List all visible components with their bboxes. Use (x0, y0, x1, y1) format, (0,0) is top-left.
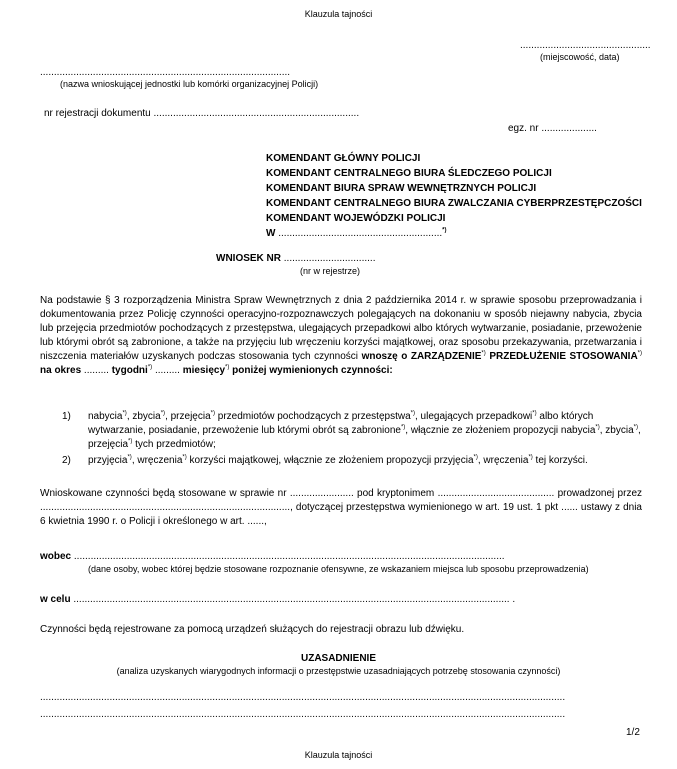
page-number: 1/2 (626, 727, 640, 738)
wobec-label: wobec (40, 551, 72, 562)
justification-line: ............................................................................................................................................................................................. (40, 692, 566, 703)
wcelu-field (40, 593, 515, 606)
list-item (40, 454, 642, 468)
addressee-w-line (266, 226, 642, 241)
list-text: nabycia*), zbycia*), przejęcia*) przedmiotów pochodzących z przestępstwa*), ulegających przepadkowi*) albo których wytwarzanie, posiadanie, przewożenie lub którymi obrót są zabronione*), włącznie ze złożeniem propozycji nabycia*), zbycia*), przejęcia*) tych przedmiotów; (88, 410, 641, 450)
request-title-label: WNIOSEK NR (216, 253, 281, 264)
footer-classification: Klauzula tajności (304, 750, 373, 760)
justification-title: UZASADNIENIE (300, 653, 376, 664)
intro-paragraph (40, 294, 642, 378)
addressee-line: KOMENDANT CENTRALNEGO BIURA ŚLEDCZEGO POLICJI (266, 168, 552, 179)
footnote-mark: *) (442, 227, 447, 234)
addressee-line: KOMENDANT CENTRALNEGO BIURA ZWALCZANIA CYBERPRZESTĘPCZOŚCI (266, 198, 642, 209)
doc-reg-field (44, 107, 359, 120)
case-paragraph: Wnioskowane czynności będą stosowane w sprawie nr ....................... pod kryptonimem .......................................... prowadzonej przez .........................................................................................., dotyczącej przestępstwa wymienionego w art. 19 ust. 1 pkt ...... ustawy z dnia 6 kwietnia 1990 r. o Policji i określonego w art. ......, (40, 488, 643, 527)
intro-bold-below: poniżej wymienionych czynności: (232, 365, 393, 376)
intro-bold-order: wnoszę o ZARZĄDZENIE (361, 351, 482, 362)
copy-number-field (508, 122, 597, 135)
list-number: 1) (62, 411, 71, 422)
addressee-line: KOMENDANT BIURA SPRAW WEWNĘTRZNYCH POLICJI (266, 183, 537, 194)
intro-bold-period: na okres (40, 365, 82, 376)
addressee-block (266, 151, 642, 241)
wobec-dots: ........................................................................................................................................................... (73, 551, 505, 562)
request-title-caption: (nr w rejestrze) (300, 266, 361, 276)
footnote-mark: *) (147, 364, 153, 371)
addressee-line: KOMENDANT GŁÓWNY POLICJI (266, 153, 421, 164)
list-item (40, 410, 642, 452)
copy-label: egz. nr (508, 123, 539, 134)
codename-dots: .......................................... (437, 488, 555, 499)
addressee-w-dots: ........................................................... (278, 228, 443, 239)
case-number-dots: ....................... (289, 488, 354, 499)
months-label: miesięcy (182, 365, 226, 376)
unit-dots: .......................................................................................... (40, 67, 291, 78)
intro-bold-extend: PRZEDŁUŻENIE STOSOWANIA (489, 351, 638, 362)
footnote-mark: *) (637, 350, 643, 357)
list-number: 2) (62, 455, 71, 466)
copy-dots: .................... (541, 123, 597, 134)
justification-line: ............................................................................................................................................................................................. (40, 709, 566, 720)
wobec-field (40, 550, 505, 563)
wcelu-label: w celu (40, 594, 71, 605)
header-classification: Klauzula tajności (304, 9, 373, 19)
unit-caption: (nazwa wnioskującej jednostki lub komórki organizacyjnej Policji) (60, 79, 319, 89)
list-text: przyjęcia*), wręczenia*) korzyści majątkowej, włącznie ze złożeniem propozycji przyjęcia*), wręczenia*) tej korzyści. (88, 454, 588, 466)
addressee-w-prefix: W (266, 228, 276, 239)
activities-list (40, 410, 642, 470)
wcelu-dots: ............................................................................................................................................................. . (73, 594, 516, 605)
request-title (216, 252, 375, 265)
recording-text: Czynności będą rejestrowane za pomocą urządzeń służących do rejestracji obrazu lub dźwięku. (40, 624, 465, 635)
doc-reg-dots: .......................................................................... (153, 108, 360, 119)
doc-reg-label: nr rejestracji dokumentu (44, 108, 151, 119)
request-title-dots: ................................. (283, 253, 376, 264)
footnote-mark: *) (225, 364, 230, 371)
justification-caption: (analiza uzyskanych wiarygodnych informacji o przestępstwie uzasadniających potrzebę stosowania czynności) (116, 666, 561, 676)
months-dots: ......... (154, 365, 180, 376)
place-date-caption: (miejscowość, data) (540, 52, 620, 62)
conducted-by-dots: .......................................................................................... (40, 502, 291, 513)
intro-text: Na podstawie § 3 rozporządzenia Ministra Spraw Wewnętrznych z dnia 2 października 2014 r. w sprawie sposobu przeprowadzania i dokumentowania przez Policję czynności operacyjno-rozpoznawczych polegających na dokonaniu w sposób niejawny nabycia, zbycia lub przejęcia przedmiotów pochodzących z przestępstwa, ulegających przepadkowi albo których wytwarzanie, posiadanie, przewożenie lub którymi obrót są zabronione, a także na przyjęciu lub wręczeniu korzyści majątkowej, oraz sposobu przekazywania, przetwarzania i niszczenia materiałów uzyskanych podczas stosowania tych czynności (40, 295, 642, 362)
place-date-dots: ............................................... (520, 40, 651, 51)
period-dots: ......... (83, 365, 109, 376)
weeks-label: tygodni (111, 365, 148, 376)
addressee-line: KOMENDANT WOJEWÓDZKI POLICJI (266, 213, 446, 224)
footnote-mark: *) (481, 350, 486, 357)
wobec-caption: (dane osoby, wobec której będzie stosowane rozpoznanie ofensywne, ze wskazaniem miejsca lub sposobu przeprowadzenia) (88, 564, 589, 574)
